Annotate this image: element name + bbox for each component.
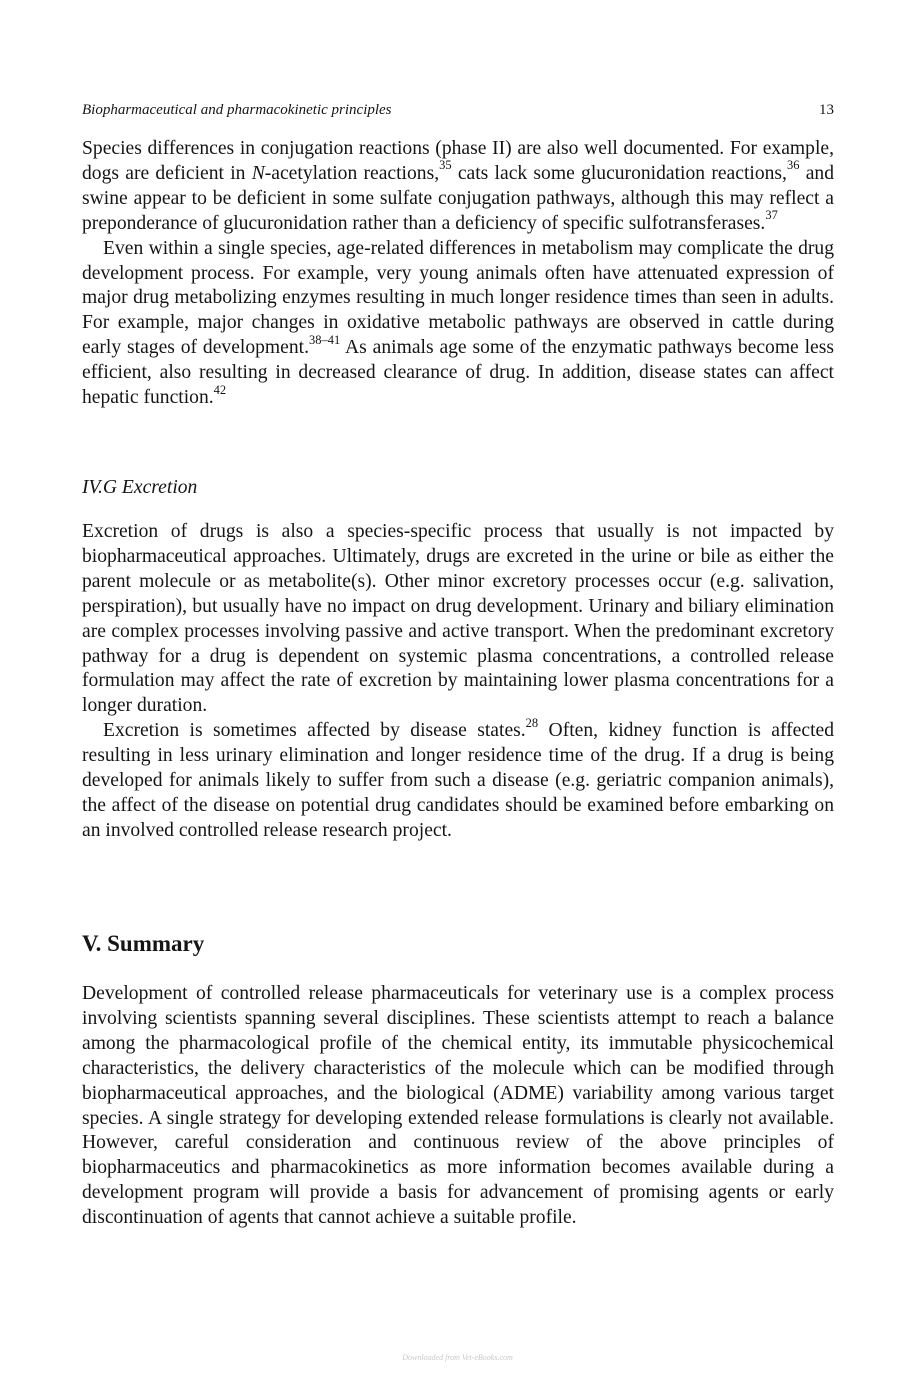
section-heading-summary: V. Summary <box>82 931 205 956</box>
paragraphs-top <box>82 137 834 411</box>
running-head <box>82 102 834 119</box>
watermark: Downloaded from Vet-eBooks.com <box>402 1353 513 1362</box>
paragraph-age-differences: Even within a single species, age-related differences in metabolism may complicate the drug development process. For example, very young animals often have attenuated expression of major drug metabolizing enzymes resulting in much longer residence times than seen in adults. For example, major changes in oxidative metabolic pathways are observed in cattle during early stages of development.$^{38-41}$ As animals age some of the enzymatic pathways become less efficient, also resulting in decreased clearance of drug. In addition, disease states can affect hepatic function.$^{42}$ <box>82 237 834 409</box>
paragraph-excretion: Excretion of drugs is also a species-specific process that usually is not impacted by biopharmaceutical approaches. Ultimately, drugs are excreted in the urine or bile as either the parent molecule or as metabolite(s). Other minor excretory processes occur (e.g. salivation, perspiration), but usually have no impact on drug development. Urinary and biliary elimination are complex processes involving passive and active transport. When the predominant excretory pathway for a drug is dependent on systemic plasma concentrations, a controlled release formulation may affect the rate of excretion by maintaining lower plasma concentrations for a longer duration. <box>82 521 834 717</box>
paragraphs-excretion <box>82 520 834 844</box>
citation-ref: 38–41 <box>309 332 341 347</box>
paragraphs-summary <box>82 982 834 1231</box>
paragraph-summary: Development of controlled release pharmaceuticals for veterinary use is a complex process involving scientists spanning several disciplines. These scientists attempt to reach a balance among the pharmacological profile of the chemical entity, its immutable physicochemical characteristics, the delivery characteristics of the molecule which can be modified through biopharmaceutical approaches, and the biological (ADME) variability among various target species. A single strategy for developing extended release formulations is clearly not available. However, careful consideration and continuous review of the above principles of biopharmaceutics and pharmacokinetics as more information becomes available during a development program will provide a basis for advancement of promising agents or early discontinuation of agents that cannot achieve a suitable profile. <box>82 983 834 1229</box>
page-number: 13 <box>819 102 834 118</box>
paragraph-conjugation: Species differences in conjugation reactions (phase II) are also well documented. For example, dogs are deficient in N-acetylation reactions,$^{35}$ cats lack some glucuronidation reactions,$^{36}$ and swine appear to be deficient in some sulfate conjugation pathways, although this may reflect a preponderance of glucuronidation rather than a deficiency of specific sulfotransferases.$^{37}$ <box>82 138 835 234</box>
citation-ref: 36 <box>786 158 800 173</box>
subheading-excretion: IV.G Excretion <box>82 477 198 498</box>
citation-ref: 28 <box>525 715 539 730</box>
citation-ref: 42 <box>213 382 227 397</box>
citation-ref: 37 <box>765 208 778 223</box>
italic-n: N <box>251 162 265 184</box>
paragraph-disease-states: Excretion is sometimes affected by disease states.$^{28}$ Often, kidney function is affected resulting in less urinary elimination and longer residence time of the drug. If a drug is being developed for animals likely to suffer from such a disease (e.g. geriatric companion animals), the affect of the disease on potential drug candidates should be examined before embarking on an involved controlled release research project. <box>82 715 835 841</box>
citation-ref: 35 <box>439 158 452 173</box>
running-title: Biopharmaceutical and pharmacokinetic principles <box>82 102 392 118</box>
